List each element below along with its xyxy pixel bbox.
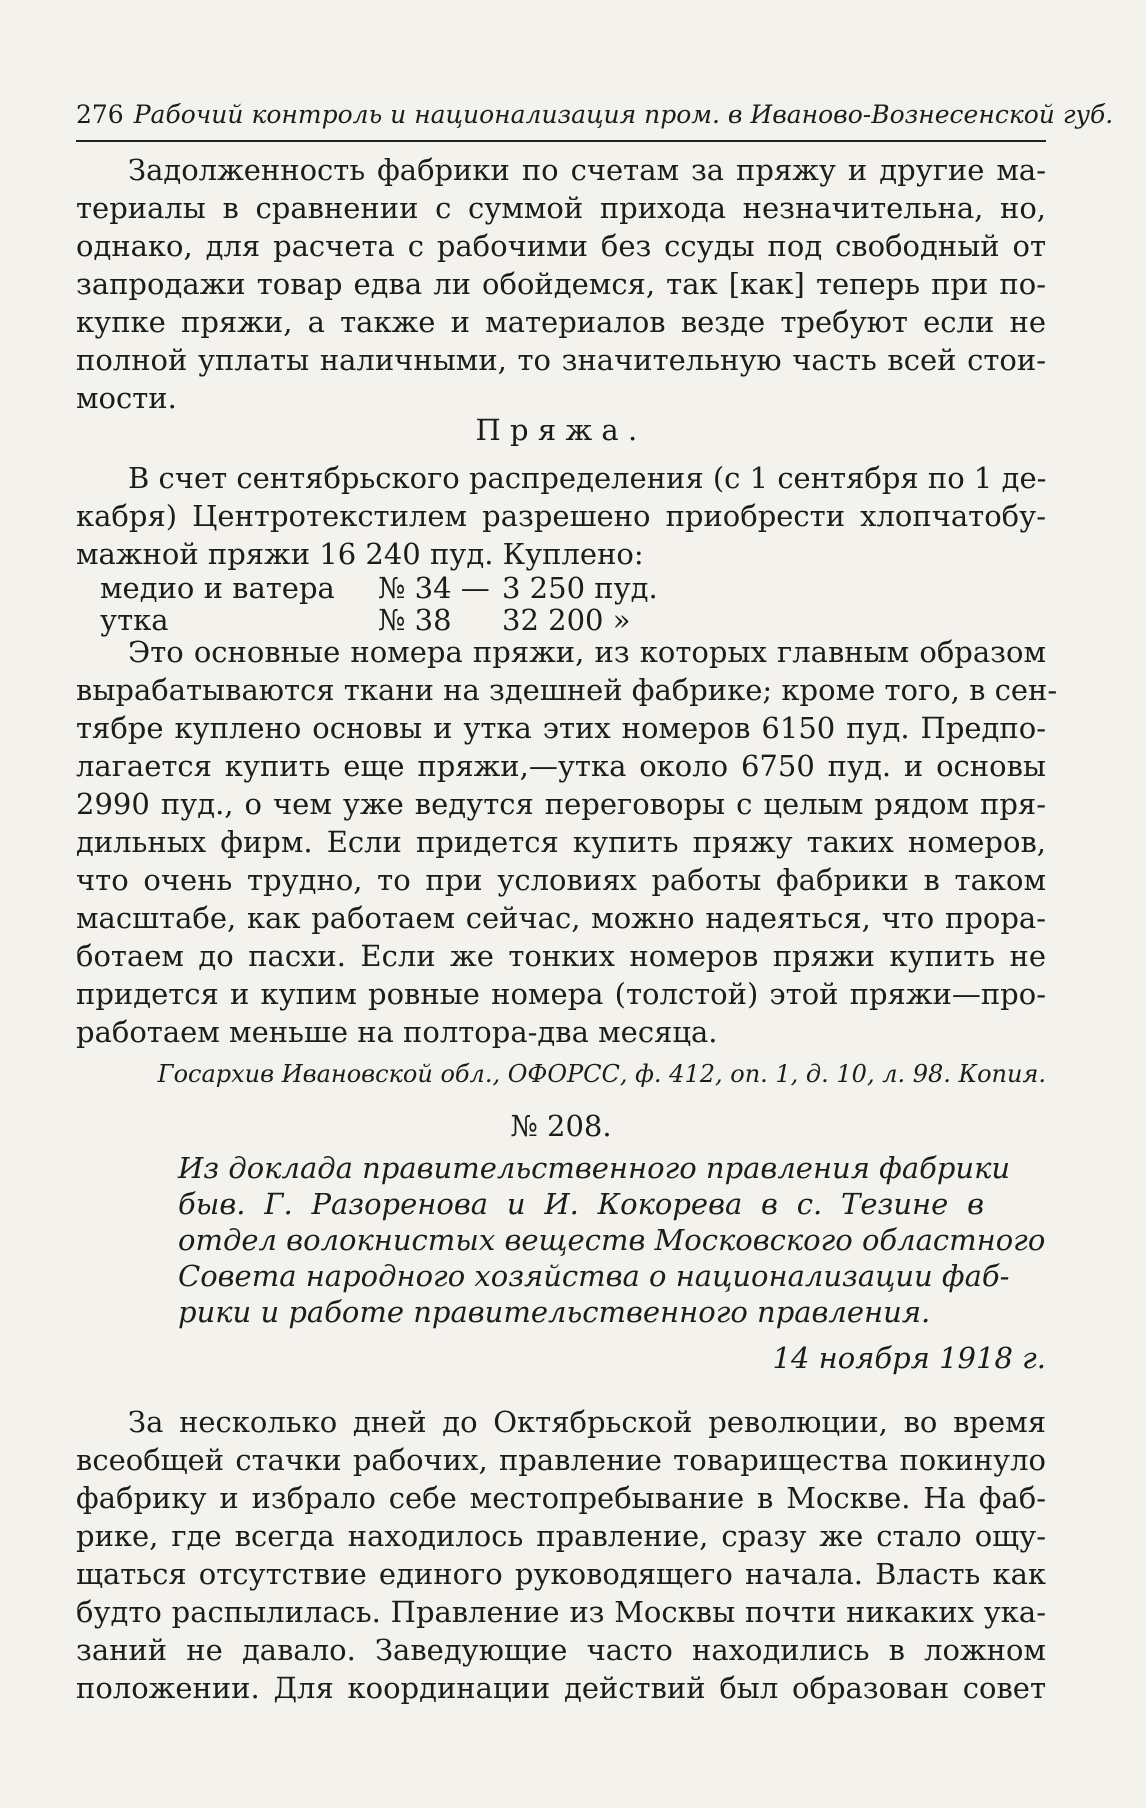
text-line: что очень трудно, то при условиях работы фабрики в таком — [76, 863, 1046, 897]
text-line: ботаем до пасхи. Если же тонких номеров пряжи купить не — [76, 939, 1046, 973]
text-line: мости. — [76, 381, 177, 415]
text-line: фабрику и избрало себе местопребывание в Москве. На фаб- — [76, 1481, 1046, 1515]
archive-source: Госархив Ивановской обл., ОФОРСС, ф. 412, оп. 1, д. 10, л. 98. Копия. — [157, 1060, 1046, 1088]
text-line: положении. Для координации действий был образован совет — [76, 1671, 1046, 1705]
page-number: 276 — [76, 100, 124, 129]
text-line: дильных фирм. Если придется купить пряжу таких номеров, — [76, 825, 1046, 859]
purchase-item: утка — [100, 603, 169, 637]
text-line: лагается купить еще пряжи,—утка около 6750 пуд. и основы — [76, 749, 1046, 783]
purchase-item: медио и ватера — [100, 571, 335, 605]
text-line: териалы в сравнении с суммой прихода незначительна, но, — [76, 191, 1046, 225]
text-line: мажной пряжи 16 240 пуд. Куплено: — [76, 537, 644, 571]
section-heading: Пряжа. — [475, 413, 647, 447]
purchase-number: № 38 — [378, 603, 452, 637]
text-line: придется и купим ровные номера (толстой) этой пряжи—про- — [76, 977, 1046, 1011]
document-title-line: Совета народного хозяйства о национализации фаб- — [178, 1259, 1010, 1293]
text-line: За несколько дней до Октябрьской революции, во время — [128, 1405, 1046, 1439]
text-line: будто распылилась. Правление из Москвы почти никаких ука- — [76, 1595, 1046, 1629]
text-line: В счет сентябрьского распределения (с 1 сентября по 1 де- — [128, 461, 1047, 495]
text-line: Это основные номера пряжи, из которых главным образом — [128, 635, 1046, 669]
document-title-line: отдел волокнистых веществ Московского областного — [178, 1223, 1046, 1257]
text-line: всеобщей стачки рабочих, правление товарищества покинуло — [76, 1443, 1046, 1477]
purchase-amount: 32 200 » — [502, 603, 631, 637]
text-line: работаем меньше на полтора-два месяца. — [76, 1015, 718, 1049]
running-title: Рабочий контроль и национализация пром. в Иваново-Вознесенской губ. — [133, 100, 1114, 129]
header-rule — [76, 140, 1046, 142]
text-line: полной уплаты наличными, то значительную часть всей стои- — [76, 343, 1046, 377]
text-line: заний не давало. Заведующие часто находились в ложном — [76, 1633, 1046, 1667]
text-line: купке пряжи, а также и материалов везде требуют если не — [76, 305, 1046, 339]
document-number: № 208. — [510, 1109, 612, 1143]
text-line: тябре куплено основы и утка этих номеров 6150 пуд. Предпо- — [76, 711, 1046, 745]
document-title-line: Из доклада правительственного правления фабрики — [178, 1151, 1011, 1185]
purchase-number: № 34 — — [378, 571, 490, 605]
text-line: 2990 пуд., о чем уже ведутся переговоры с целым рядом пря- — [76, 787, 1046, 821]
text-line: масштабе, как работаем сейчас, можно надеяться, что прора- — [76, 901, 1046, 935]
text-line: Задолженность фабрики по счетам за пряжу и другие ма- — [128, 153, 1046, 187]
text-line: однако, для расчета с рабочими без ссуды под свободный от — [76, 229, 1046, 263]
document-title-line: быв. Г. Разоренова и И. Кокорева в с. Тезине в — [178, 1187, 984, 1221]
text-line: запродажи товар едва ли обойдемся, так [как] теперь при по- — [76, 267, 1046, 301]
document-date: 14 ноября 1918 г. — [772, 1341, 1046, 1375]
purchase-amount: 3 250 пуд. — [502, 571, 658, 605]
text-line: щаться отсутствие единого руководящего начала. Власть как — [76, 1557, 1046, 1591]
document-title-line: рики и работе правительственного правления. — [178, 1295, 931, 1329]
running-header — [76, 100, 1114, 129]
text-line: вырабатываются ткани на здешней фабрике; кроме того, в сен- — [76, 673, 1058, 707]
text-line: рике, где всегда находилось правление, сразу же стало ощу- — [76, 1519, 1046, 1553]
text-line: кабря) Центротекстилем разрешено приобрести хлопчатобу- — [76, 499, 1046, 533]
